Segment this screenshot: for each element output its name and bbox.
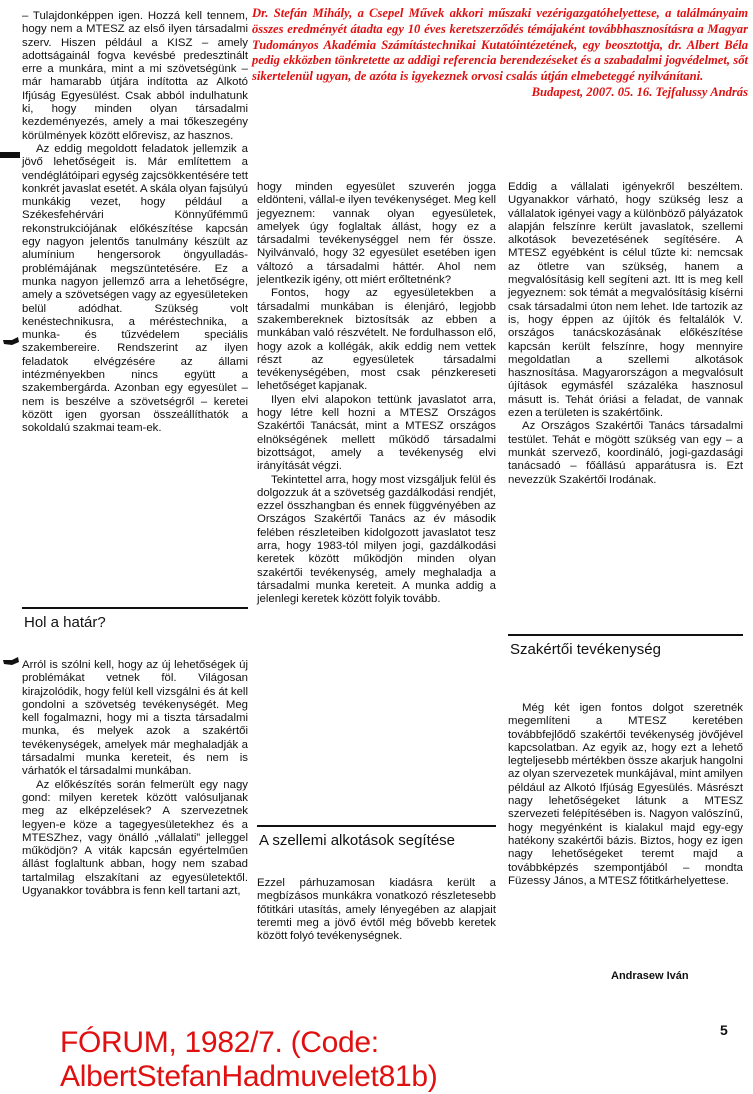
paragraph: Az előkészítés során felmerült egy nagy gond: milyen keretek között valósuljanak meg az elképzelések? A szervezetnek legyen-e köze a tagegyesületekhez és a MTESZhez, vagy önálló „vállalati” jelleggel működjön? A viták kapcsán egyértelműen állást foglaltunk abban, hogy nem szabad tartalmilag elszakítani az egyesületektől. Ugyanakkor továbbra is fenn kell tartani azt, bbox=[22, 778, 248, 898]
paragraph: Fontos, hogy az egyesületekben a társadalmi munkában is élenjáró, legjobb szakembereknek biztosítsák az ebben a munkában való részvételt. Ne fordulhasson elő, hogy azok a kollégák, akik eddig nem vettek részt az egyesületek társadalmi tevékenységében, most csak pénzkereseti lehetőséget kapjanak. bbox=[257, 287, 496, 393]
pointing-hand-icon bbox=[2, 654, 20, 668]
author-signature: Andrasew Iván bbox=[611, 970, 689, 982]
divider bbox=[22, 607, 248, 609]
footer-source: FÓRUM, 1982/7. (Code: AlbertStefanHadmuvelet81b) bbox=[60, 1026, 438, 1093]
paragraph: Az eddig megoldott feladatok jellemzik a jövő lehetőségeit is. Már említettem a vendéglátóipari egység zajcsökkentésére tett konkrét javaslat esetét. A skála olyan fajsúlyú munkákig vezet, hogy például a Székesfehérvári Könnyűfémmű rekonstrukciójának előkészítése kapcsán egy nagyon jelentős tanulmány készült az alumínium hengersorok öngyulladás-problémájának megszüntetésére. Ez a munka nagyon jellemző arra a lehetőségre, amely a szövetségen vagy az egyesületeken belül adódhat. Szükség volt kenéstechnikusra, a méréstechnika, a munka- és tűzvédelem speciális szakembereire. Rendszerint az ilyen feladatok elvégzésére az állami intézményekben nincs együtt a szakembergárda. Azonban egy egyesület – nem is beszélve a szövetségről – keretei között igen gyorsan összeállíthatók a sokoldalú szakmai team-ek. bbox=[22, 142, 248, 435]
annotation-signature: Budapest, 2007. 05. 16. Tejfalussy András bbox=[531, 84, 748, 99]
column-3-top bbox=[508, 181, 743, 487]
column-3-bottom bbox=[508, 702, 743, 888]
divider bbox=[508, 634, 743, 636]
column-1-top bbox=[22, 10, 248, 436]
paragraph: Még két igen fontos dolgot szeretnék megemlíteni a MTESZ keretében továbbfejlődő szakértői tevékenység jövőjével kapcsolatban. Az egyik az, hogy ezt a lehető legteljesebb mértékben össze akarjuk hangolni az olyan szervezetek munkájával, mint amilyen például az Alkotó Ifjúság Egyesülés. Másrészt nagy lehetőségeket látunk a MTESZ szervezeti felépítésében is. Nagyon valószínű, hogy megyénként is kialakul majd egy-egy hatékony szakértői bázis. Biztos, hogy ez igen nagy lehetőségeket teremt majd a továbbképzés szempontjából – mondta Füzessy János, a MTESZ főtitkárhelyettese. bbox=[508, 702, 743, 887]
column-1-bottom bbox=[22, 659, 248, 898]
section-heading-szakertoi: Szakértői tevékenység bbox=[510, 641, 661, 658]
paragraph: hogy minden egyesület szuverén jogga eldönteni, vállal-e ilyen tevékenységet. Meg kell jegyeznem: vannak olyan egyesületek, amelyek úgy foglaltak állást, hogy ez a társadalmi tevékenységgel nem fér össze. Nyilvánvaló, hogy 32 egyesület esetében igen változó a társadalmi háttér. Ahol nem jelentkezik igény, ott miért erőltetnénk? bbox=[257, 181, 496, 287]
paragraph: Ilyen elvi alapokon tettünk javaslatot arra, hogy létre kell hozni a MTESZ Országos Szakértői Tanácsát, mint a MTESZ országos elnökségének mellett működő társadalmi bizottságot, amely a tevékenység elvi irányítását végzi. bbox=[257, 393, 496, 473]
pointing-hand-icon bbox=[2, 334, 20, 348]
divider bbox=[257, 825, 496, 827]
paragraph: Az Országos Szakértői Tanács társadalmi testület. Tehát e mögött szükség van egy – a munkát szervező, koordináló, jogi-gazdasági tanácsadó – főállású apparátusra is. Ezt nevezzük Szakértői Irodának. bbox=[508, 420, 743, 486]
paragraph: – Tulajdonképpen igen. Hozzá kell tennem, hogy nem a MTESZ az első ilyen társadalmi szerv. Hiszen például a KISZ – amely adottságainál fogva kevésbé predesztinált erre a munkára, mint a mi szövetségünk – már hamarabb útjára indította az Alkotó Ifjúság Egyesülést. Csak abból indulhatunk ki, hogy minden olyan társadalmi kezdeményezés, amely a mai tőkeszegény körülmények között előrevisz, az hasznos. bbox=[22, 10, 248, 142]
paragraph: Ezzel párhuzamosan kiadásra került a megbízásos munkákra vonatkozó részletesebb főtitkári utasítás, amely lényegében az alapjait teremti meg a jövő évtől még bővebb keretek között folyó tevékenységnek. bbox=[257, 877, 496, 943]
margin-mark bbox=[0, 152, 20, 158]
annotation-text: Dr. Stefán Mihály, a Csepel Művek akkori műszaki vezérigazgatóhelyettese, a találmányaim összes eredményét átadta egy 10 éves keretszerződés témájaként továbbhasznosításra a Magyar Tudományos Akadémia Számítástechnikai Kutatóintézetének, egy beosztottja, dr. Albert Béla pedig ekközben tönkretette az addigi referencia berendezéseket és a szabadalmi jogvédelmet, sőt sikertelenül ugyan, de azóta is igyekeznek orvosi csalás útján elmebeteggé nyilvánítani. bbox=[252, 6, 748, 84]
paragraph: Arról is szólni kell, hogy az új lehetőségek új problémákat vetnek föl. Világosan kirajzolódik, hogy felül kell vizsgálni és át kell gondolni a szövetség tevékenységét. Meg kell fogalmazni, hogy mi a tiszta társadalmi munka, és melyek azok a szakértői tevékenységek, amelyek már meghaladják a társadalmi munka kereteit, és nem is várhatók el társadalmi munkában. bbox=[22, 659, 248, 778]
red-annotation bbox=[252, 6, 748, 101]
column-2-bottom bbox=[257, 877, 496, 943]
paragraph: Eddig a vállalati igényekről beszéltem. Ugyanakkor várható, hogy szükség lesz a vállalatok igényei vagy a különböző pályázatok alapján felszínre került javaslatok, szellemi alkotások bevezetésének segítésére. A MTESZ egyébként is célul tűzte ki: nemcsak az ötletre van szükség, hanem a megvalósításig kell segíteni azt. Itt is meg kell jegyeznem: sok témát a megvalósításig kísérni csak társadalmi úton nem lehet. Ide tartozik az is, hogy éppen az újítók és feltalálók V. országos tanácskozásának előkészítése kapcsán került felszínre, hogy mennyire megoldatlan a szellemi alkotások hasznosítása. Magyarországon a megvalósult újítások egymásfél százaléka hasznosul másutt is. Tehát óriási a feladat, de vannak ezen a területen is szakértőink. bbox=[508, 181, 743, 420]
column-2-top bbox=[257, 181, 496, 607]
section-heading-hol-a-hatar: Hol a határ? bbox=[24, 614, 106, 631]
paragraph: Tekintettel arra, hogy most vizsgáljuk felül és dolgozzuk át a szövetség gazdálkodási rendjét, ezzel összhangban és ennek függvényében az Országos Szakértői Tanács az év második felében részleteiben kidolgozott javaslatot tesz arra, hogy 1983-tól milyen jogi, gazdálkodási keretek között működjön minden olyan szakértői tevékenység, amely meghaladja a társadalmi munka kereteit. A munka addig a jelenlegi keretek között folyik tovább. bbox=[257, 473, 496, 606]
section-heading-szellemi: A szellemi alkotások segítése bbox=[259, 832, 455, 849]
page-number: 5 bbox=[720, 1022, 728, 1038]
